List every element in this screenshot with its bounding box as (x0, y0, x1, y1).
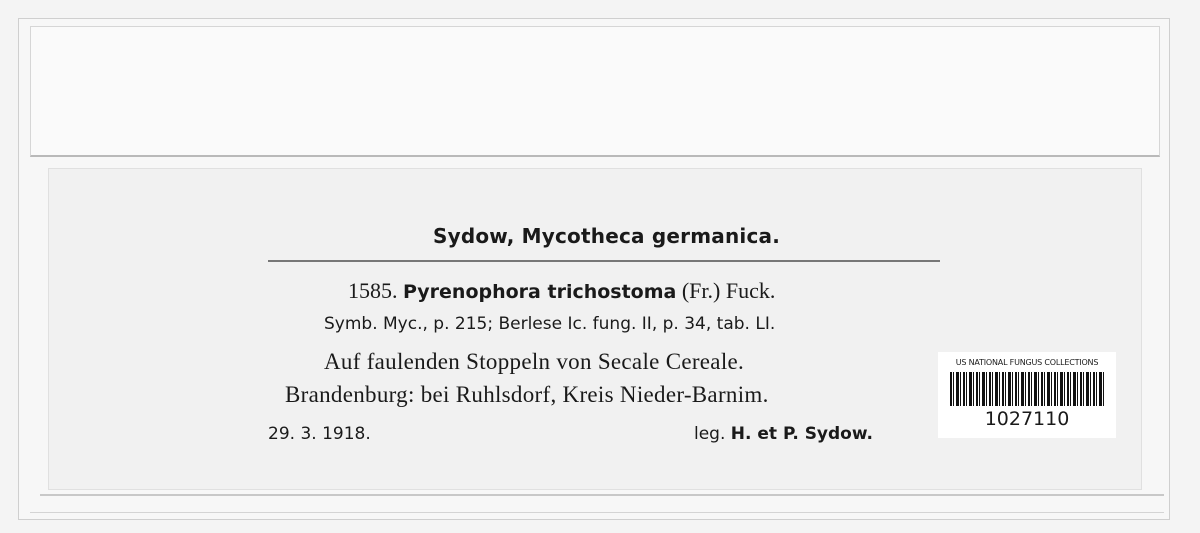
species-authority: (Fr.) Fuck. (681, 278, 776, 303)
collector-names: H. et P. Sydow. (730, 424, 873, 444)
collector-line (694, 424, 873, 444)
collector-prefix: leg. (694, 424, 726, 444)
species-line (348, 278, 775, 304)
title-divider (268, 260, 940, 262)
barcode-number: 1027110 (984, 408, 1070, 430)
habitat-text: Auf faulenden Stoppeln von Secale Cereale. (324, 349, 745, 374)
exsiccata-number: 1585. (348, 278, 398, 303)
label-title: Sydow, Mycotheca germanica. (433, 224, 780, 248)
barcode-icon (950, 372, 1106, 406)
barcode-institution: US NATIONAL FUNGUS COLLECTIONS (955, 358, 1099, 367)
locality-text: Brandenburg: bei Ruhlsdorf, Kreis Nieder-Barnim. (285, 382, 769, 407)
species-name: Pyrenophora trichostoma (403, 281, 677, 303)
literature-references: Symb. Myc., p. 215; Berlese Ic. fung. II, p. 34, tab. LI. (324, 314, 776, 334)
collection-date: 29. 3. 1918. (268, 424, 371, 444)
barcode-label (938, 352, 1116, 438)
